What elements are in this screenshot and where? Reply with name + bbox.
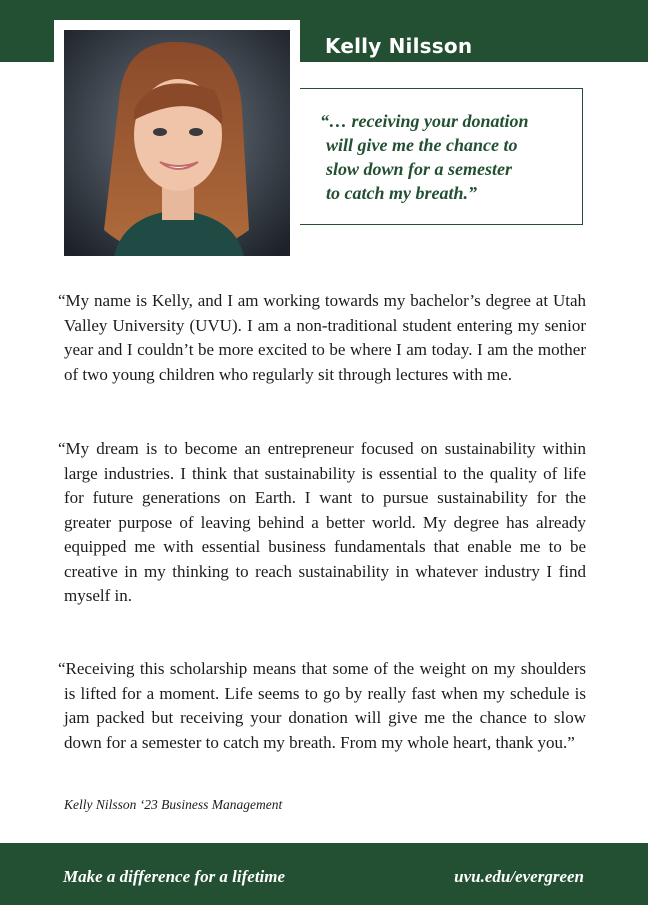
pull-quote-line: “… receiving your donation bbox=[320, 111, 529, 131]
body-paragraph bbox=[58, 437, 586, 609]
paragraph-text: “Receiving this scholarship means that some of the weight on my shoulders is lifted for a moment. Life seems to go by really fast when my schedule is jam packed but receiving your donation will give me the chance to slow down for a semester to catch my breath. From my whole heart, thank you.” bbox=[58, 659, 586, 752]
pull-quote-line: slow down for a semester bbox=[326, 159, 513, 179]
pull-quote-line: to catch my breath.” bbox=[326, 183, 477, 203]
pull-quote-box bbox=[300, 88, 583, 225]
paragraph-text: “My dream is to become an entrepreneur focused on sustainability within large industries. I think that sustainability is essential to the quality of life for future generations on Earth. I want to pursue sustainability for the greater purpose of leaving behind a better world. My degree has already equipped me with essential business fundamentals that enable me to be creative in my thinking to reach sustainability in whatever industry I find myself in. bbox=[58, 439, 586, 605]
footer-band bbox=[0, 843, 648, 905]
pull-quote-line: will give me the chance to bbox=[326, 135, 518, 155]
footer-url[interactable]: uvu.edu/evergreen bbox=[454, 867, 584, 886]
paragraph-text: “My name is Kelly, and I am working towards my bachelor’s degree at Utah Valley University (UVU). I am a non-traditional student entering my senior year and I couldn’t be more excited to be where I am today. I am the mother of two young children who regularly sit through lectures with me. bbox=[58, 291, 586, 384]
portrait-photo bbox=[64, 30, 290, 256]
portrait-illustration bbox=[64, 30, 290, 256]
signature: Kelly Nilsson ‘23 Business Management bbox=[64, 797, 283, 812]
student-name: Kelly Nilsson bbox=[325, 34, 473, 58]
footer-tagline: Make a difference for a lifetime bbox=[63, 867, 286, 886]
pull-quote bbox=[320, 109, 570, 205]
photo-frame bbox=[54, 20, 300, 266]
body-paragraph bbox=[58, 657, 586, 755]
body-paragraph bbox=[58, 289, 586, 387]
